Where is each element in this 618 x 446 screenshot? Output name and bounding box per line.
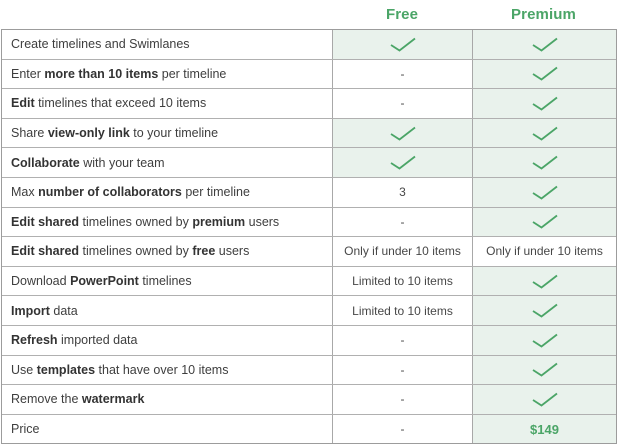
feature-text-segment: per timeline [181, 185, 250, 200]
feature-text-segment: Edit shared [11, 214, 80, 229]
feature-cell [2, 237, 333, 266]
premium-cell [473, 237, 616, 266]
table-row [2, 60, 616, 90]
feature-text-segment: users [245, 214, 280, 229]
feature-text-segment: premium [192, 214, 246, 229]
table-row [2, 237, 616, 267]
free-value: - [400, 362, 405, 377]
premium-cell [473, 415, 616, 444]
check-icon [531, 274, 559, 289]
free-cell [333, 119, 473, 148]
feature-cell [2, 60, 333, 89]
feature-text-segment: more than 10 items [44, 66, 159, 81]
table-row [2, 119, 616, 149]
feature-text-segment: Max [11, 185, 39, 200]
feature-text-segment: users [215, 244, 250, 259]
free-cell [333, 267, 473, 296]
feature-cell [2, 208, 333, 237]
free-plan-label: Free [385, 6, 419, 23]
check-icon [531, 303, 559, 318]
free-value: - [400, 422, 405, 437]
feature-cell [2, 356, 333, 385]
check-icon [389, 155, 417, 170]
feature-text-segment: PowerPoint [70, 274, 139, 289]
feature-text-segment: Edit [11, 96, 35, 111]
check-icon [531, 392, 559, 407]
check-icon [389, 126, 417, 141]
table-row [2, 356, 616, 386]
feature-text-segment: imported data [57, 333, 138, 348]
table-row [2, 267, 616, 297]
feature-text-segment: Collaborate [11, 155, 80, 170]
premium-column-header [472, 0, 615, 29]
feature-text-segment: watermark [81, 392, 145, 407]
premium-cell [473, 89, 616, 118]
free-cell [333, 415, 473, 444]
feature-cell [2, 267, 333, 296]
feature-cell [2, 119, 333, 148]
feature-cell [2, 178, 333, 207]
feature-cell [2, 148, 333, 177]
table-row [2, 30, 616, 60]
free-value: Limited to 10 items [352, 303, 453, 318]
check-icon [531, 155, 559, 170]
table-row [2, 326, 616, 356]
check-icon [531, 214, 559, 229]
premium-cell [473, 356, 616, 385]
free-cell [333, 60, 473, 89]
premium-cell [473, 148, 616, 177]
feature-cell [2, 385, 333, 414]
premium-cell [473, 178, 616, 207]
feature-cell [2, 30, 333, 59]
check-icon [531, 96, 559, 111]
free-value: - [400, 333, 405, 348]
table-row [2, 89, 616, 119]
premium-cell [473, 385, 616, 414]
premium-cell [473, 119, 616, 148]
plan-header-row [1, 0, 615, 29]
free-value: - [400, 96, 405, 111]
feature-text-segment: timelines that exceed 10 items [34, 96, 207, 111]
free-cell [333, 237, 473, 266]
premium-value: $149 [530, 421, 559, 437]
feature-text-segment: Price [11, 422, 40, 437]
feature-cell [2, 326, 333, 355]
free-cell [333, 30, 473, 59]
free-cell [333, 148, 473, 177]
check-icon [389, 37, 417, 52]
feature-text-segment: Share [11, 126, 48, 141]
check-icon [531, 185, 559, 200]
feature-cell [2, 296, 333, 325]
free-cell [333, 178, 473, 207]
feature-column-header-spacer [1, 0, 332, 29]
check-icon [531, 37, 559, 52]
free-value: 3 [399, 185, 406, 200]
check-icon [531, 126, 559, 141]
premium-cell [473, 267, 616, 296]
premium-cell [473, 60, 616, 89]
feature-text-segment: Remove the [11, 392, 82, 407]
feature-text-segment: Create timelines and Swimlanes [11, 37, 190, 52]
premium-value: Only if under 10 items [486, 244, 603, 259]
free-column-header [332, 0, 472, 29]
feature-cell [2, 89, 333, 118]
free-value: - [400, 214, 405, 229]
feature-text-segment: timelines [138, 274, 192, 289]
feature-cell [2, 415, 333, 444]
free-value: Limited to 10 items [352, 274, 453, 289]
check-icon [531, 333, 559, 348]
feature-text-segment: to your timeline [129, 126, 219, 141]
table-row [2, 296, 616, 326]
table-row [2, 148, 616, 178]
table-row [2, 415, 616, 444]
free-cell [333, 296, 473, 325]
feature-text-segment: Use [11, 362, 37, 377]
premium-cell [473, 30, 616, 59]
feature-text-segment: timelines owned by [79, 244, 193, 259]
feature-text-segment: templates [36, 362, 96, 377]
table-row [2, 208, 616, 238]
free-cell [333, 89, 473, 118]
feature-text-segment: free [192, 244, 216, 259]
feature-text-segment: data [49, 303, 78, 318]
feature-text-segment: with your team [79, 155, 165, 170]
feature-text-segment: timelines owned by [79, 214, 193, 229]
premium-cell [473, 296, 616, 325]
free-cell [333, 356, 473, 385]
premium-cell [473, 326, 616, 355]
table-row [2, 178, 616, 208]
feature-text-segment: per timeline [158, 66, 227, 81]
feature-text-segment: Import [11, 303, 50, 318]
check-icon [531, 66, 559, 81]
feature-text-segment: number of collaborators [38, 185, 182, 200]
feature-text-segment: that have over 10 items [95, 362, 229, 377]
free-cell [333, 326, 473, 355]
free-cell [333, 208, 473, 237]
pricing-comparison-table [1, 29, 617, 444]
free-value: Only if under 10 items [344, 244, 461, 259]
free-value: - [400, 392, 405, 407]
premium-plan-label: Premium [511, 6, 576, 23]
feature-text-segment: Edit shared [11, 244, 80, 259]
feature-text-segment: Refresh [11, 333, 58, 348]
premium-cell [473, 208, 616, 237]
feature-text-segment: Enter [11, 66, 45, 81]
feature-text-segment: view-only link [47, 126, 130, 141]
feature-text-segment: Download [11, 274, 71, 289]
free-value: - [400, 66, 405, 81]
check-icon [531, 362, 559, 377]
free-cell [333, 385, 473, 414]
table-row [2, 385, 616, 415]
